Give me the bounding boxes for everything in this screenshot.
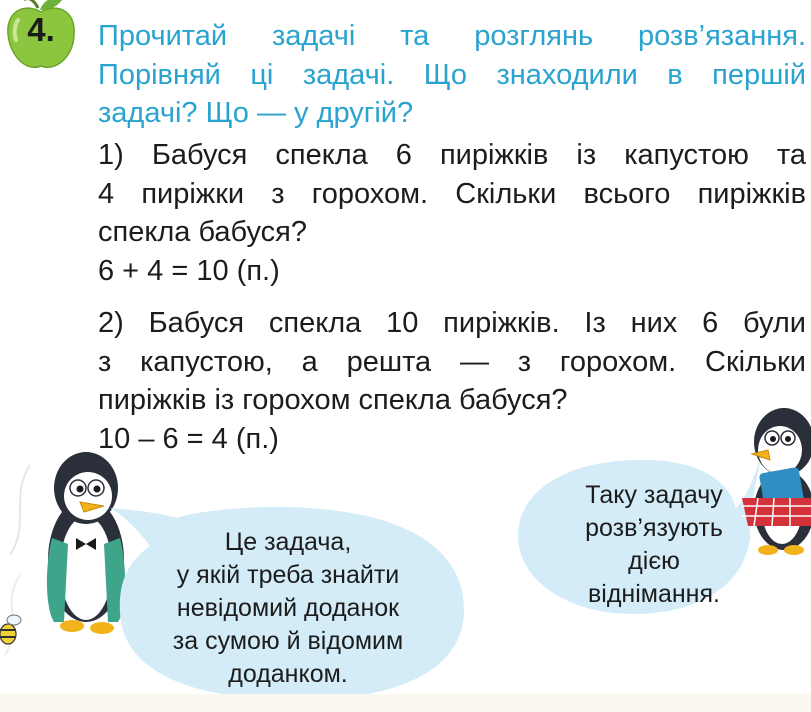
bubble-line: доданком. — [228, 660, 348, 688]
bubble-right-text — [540, 479, 768, 611]
bubble-line: віднімання. — [588, 580, 720, 608]
task-line: 4 пиріжки з горохом. Скільки всього пиріжків — [98, 177, 806, 210]
bubble-line: дією — [628, 547, 680, 575]
task-line: 2) Бабуся спекла 10 пиріжків. Із них 6 були — [98, 307, 806, 339]
instruction-line: Порівняй ці задачі. Що знаходили в першій — [98, 58, 806, 91]
exercise-instruction — [98, 17, 806, 133]
instruction-line: задачі? Що — у другій? — [98, 97, 414, 129]
exercise-number: 4. — [27, 11, 55, 48]
bee-icon — [0, 612, 24, 648]
task-2 — [98, 304, 806, 458]
bubble-line: розв’язують — [585, 514, 723, 542]
bubble-left-text — [138, 526, 438, 691]
exercise-badge — [4, 0, 78, 72]
task-line: 1) Бабуся спекла 6 пиріжків із капустою та — [98, 139, 806, 171]
page-bottom-strip — [0, 694, 811, 712]
task-solution: 10 – 6 = 4 (п.) — [98, 422, 279, 455]
bubble-line: невідомий доданок — [176, 594, 400, 622]
bubble-line: Таку задачу — [585, 481, 723, 509]
instruction-line: Прочитай задачі та розглянь розв’язання. — [98, 20, 806, 52]
task-solution: 6 + 4 = 10 (п.) — [98, 254, 280, 287]
task-line: з капустою, а решта — з горохом. Скільки — [98, 345, 806, 378]
bubble-line: за сумою й відомим — [172, 627, 404, 655]
bubble-line: у якій треба знайти — [176, 561, 400, 589]
bubble-line: Це задача, — [224, 528, 352, 556]
task-line: пиріжків із горохом спекла бабуся? — [98, 384, 568, 416]
penguin-right-icon — [738, 398, 811, 558]
task-line: спекла бабуся? — [98, 216, 308, 248]
task-1 — [98, 136, 806, 290]
